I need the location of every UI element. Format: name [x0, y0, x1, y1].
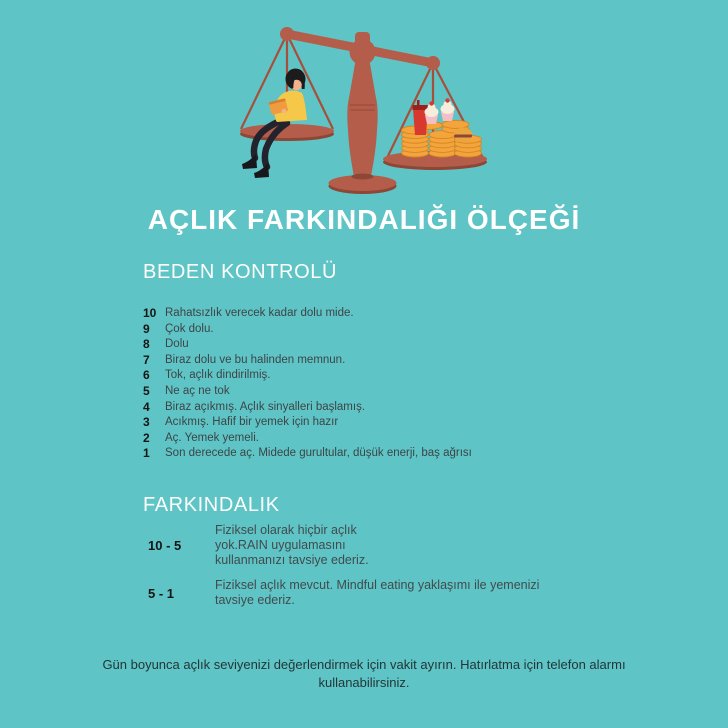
awareness-row [143, 578, 550, 608]
hunger-level-text: Dolu [165, 338, 189, 351]
hunger-level-row [143, 446, 573, 462]
woman-hand [282, 109, 287, 114]
hunger-level-number: 5 [143, 383, 150, 398]
hunger-level-text: Acıkmış. Hafif bir yemek için hazır [165, 416, 339, 429]
hunger-level-row [143, 400, 573, 416]
hunger-level-text: Aç. Yemek yemeli. [165, 431, 259, 444]
hunger-level-row [143, 337, 573, 353]
cupcake-icon [425, 101, 439, 124]
hunger-level-number: 4 [143, 399, 150, 414]
hunger-level-row [143, 306, 573, 322]
hunger-level-text: Biraz dolu ve bu halinden memnun. [165, 353, 346, 366]
hunger-level-number: 3 [143, 415, 150, 430]
hunger-level-number: 10 [143, 306, 157, 320]
hunger-level-number: 8 [143, 337, 150, 352]
woman-figure [242, 69, 307, 179]
awareness-range: 10 - 5 [148, 538, 182, 553]
hunger-level-row [143, 431, 573, 447]
awareness-text: Fiziksel olarak hiçbir açlık yok.RAIN uygulamasını kullanmanızı tavsiye ederiz. [215, 523, 369, 567]
hunger-level-row [143, 368, 573, 384]
hunger-level-text: Ne aç ne tok [165, 384, 230, 397]
balance-scale-illustration [225, 8, 505, 203]
footer-note: Gün boyunca açlık seviyenizi değerlendirmek için vakit ayırın. Hatırlatma için telefon alarmı kullanabilirsiniz. [102, 657, 626, 690]
hunger-level-row [143, 322, 573, 338]
section-heading-body-control: BEDEN KONTROLÜ [143, 261, 337, 283]
scale-pillar [329, 58, 397, 194]
hunger-level-row [143, 415, 573, 431]
hunger-level-number: 2 [143, 430, 150, 445]
hunger-scale-list [143, 306, 573, 462]
hunger-level-row [143, 384, 573, 400]
hunger-level-text: Biraz açıkmış. Açlık sinyalleri başlamış. [165, 400, 366, 413]
hunger-level-number: 6 [143, 368, 150, 383]
awareness-list [143, 523, 550, 618]
hunger-level-text: Son derecede aç. Midede gurultular, düşük enerji, baş ağrısı [165, 447, 472, 460]
hunger-level-number: 9 [143, 321, 150, 336]
awareness-range: 5 - 1 [148, 585, 175, 601]
awareness-row [143, 523, 550, 568]
section-heading-awareness: FARKINDALIK [143, 494, 280, 516]
hunger-level-text: Çok dolu. [165, 322, 214, 335]
hunger-level-text: Rahatsızlık verecek kadar dolu mide. [165, 307, 354, 319]
hunger-level-number: 7 [143, 352, 150, 367]
page-title: AÇLIK FARKINDALIĞI ÖLÇEĞİ [147, 204, 581, 235]
hunger-level-row [143, 353, 573, 369]
hunger-level-number: 1 [143, 446, 150, 461]
awareness-text: Fiziksel açlık mevcut. Mindful eating yaklaşımı ile yemenizi tavsiye ederiz. [215, 578, 540, 607]
hunger-level-text: Tok, açlık dindirilmiş. [165, 369, 271, 382]
